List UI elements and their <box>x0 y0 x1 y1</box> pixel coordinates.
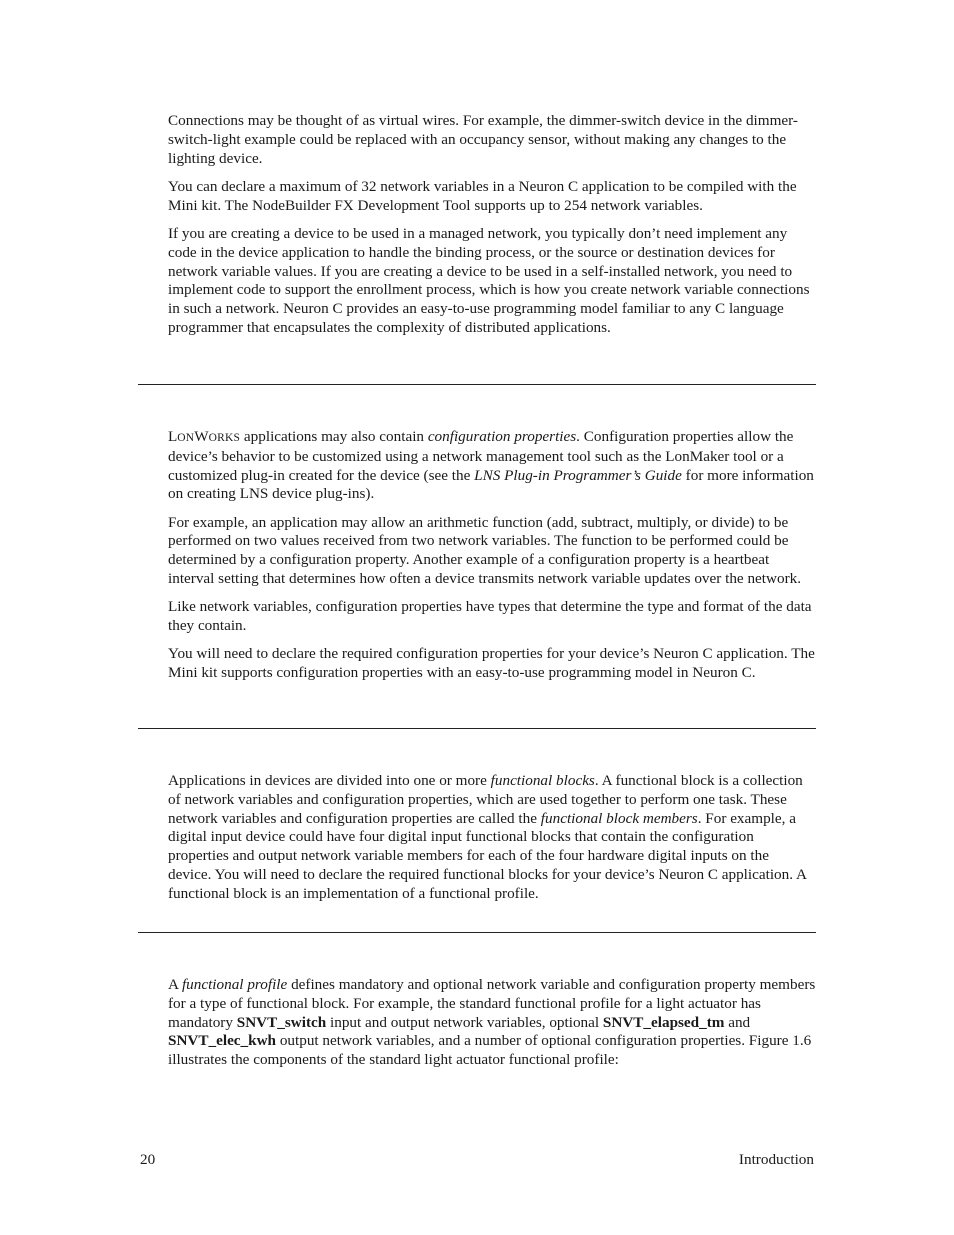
section-connections <box>168 112 816 347</box>
section-divider <box>138 932 816 933</box>
paragraph: LONWORKS applications may also contain configuration properties. Configuration properties allow the device’s behavior to be customized using a network management tool such as the LonMaker tool or a customized plug-in created for the device (see the LNS Plug-in Programmer’s Guide for more information on creating LNS device plug-ins). <box>168 428 814 503</box>
paragraph: For example, an application may allow an arithmetic function (add, subtract, multiply, or divide) to be performed on two values received from two network variables. The function to be performed could be determined by a configuration property. Another example of a configuration property is a heartbeat interval setting that determines how often a device transmits network variable updates over the network. <box>168 513 802 588</box>
emphasis: functional blocks <box>490 772 595 789</box>
section-configuration-properties <box>168 428 816 693</box>
section-functional-blocks <box>168 772 816 913</box>
running-footer-chapter: Introduction <box>738 1151 814 1168</box>
paragraph: You will need to declare the required configuration properties for your device’s Neuron C application. The Mini kit supports configuration properties with an easy-to-use programming model in Neuron C. <box>168 645 815 682</box>
paragraph: You can declare a maximum of 32 network variables in a Neuron C application to be compiled with the Mini kit. The NodeBuilder FX Development Tool supports up to 254 network variables. <box>168 177 797 214</box>
paragraph: Like network variables, configuration properties have types that determine the type and format of the data they contain. <box>168 598 812 635</box>
emphasis: functional profile <box>181 976 288 993</box>
paragraph: A functional profile defines mandatory and optional network variable and configuration property members for a type of functional block. For example, the standard functional profile for a light actuator has mandatory SNVT_switch input and output network variables, optional SNVT_elapsed_tm and SNVT_elec_kwh output network variables, and a number of optional configuration properties. Figure 1.6 illustrates the components of the standard light actuator functional profile: <box>168 976 816 1069</box>
paragraph: Connections may be thought of as virtual wires. For example, the dimmer-switch device in the dimmer-switch-light example could be replaced with an occupancy sensor, without making any changes to the lighting device. <box>168 112 798 167</box>
section-functional-profiles <box>168 976 816 1079</box>
emphasis-book-title: LNS Plug-in Programmer’s Guide <box>474 466 682 484</box>
snvt-name: SNVT_elapsed_tm <box>602 1013 725 1031</box>
paragraph: Applications in devices are divided into one or more functional blocks. A functional block is a collection of network variables and configuration properties, which are used together to perform one task. These network variables and configuration properties are called the functional block members. For example, a digital input device could have four digital input functional blocks that contain the configuration properties and output network variable members for each of the four hardware digital inputs on the device. You will need to declare the required functional blocks for your device’s Neuron C application. A functional block is an implementation of a functional profile. <box>168 772 807 902</box>
page-number: 20 <box>140 1151 156 1168</box>
paragraph: If you are creating a device to be used in a managed network, you typically don’t need implement any code in the device application to handle the binding process, or the source or destination devices for network variable values. If you are creating a device to be used in a self-installed network, you need to implement code to support the enrollment process, which is how you create network variable connections in such a network. Neuron C provides an easy-to-use programming model familiar to any C language programmer that encapsulates the complexity of distributed applications. <box>168 224 810 336</box>
emphasis: configuration properties <box>427 428 577 445</box>
emphasis: functional block members <box>540 809 698 827</box>
snvt-name: SNVT_switch <box>236 1013 327 1031</box>
section-divider <box>138 728 816 729</box>
section-divider <box>138 384 816 385</box>
snvt-name: SNVT_elec_kwh <box>168 1032 277 1050</box>
